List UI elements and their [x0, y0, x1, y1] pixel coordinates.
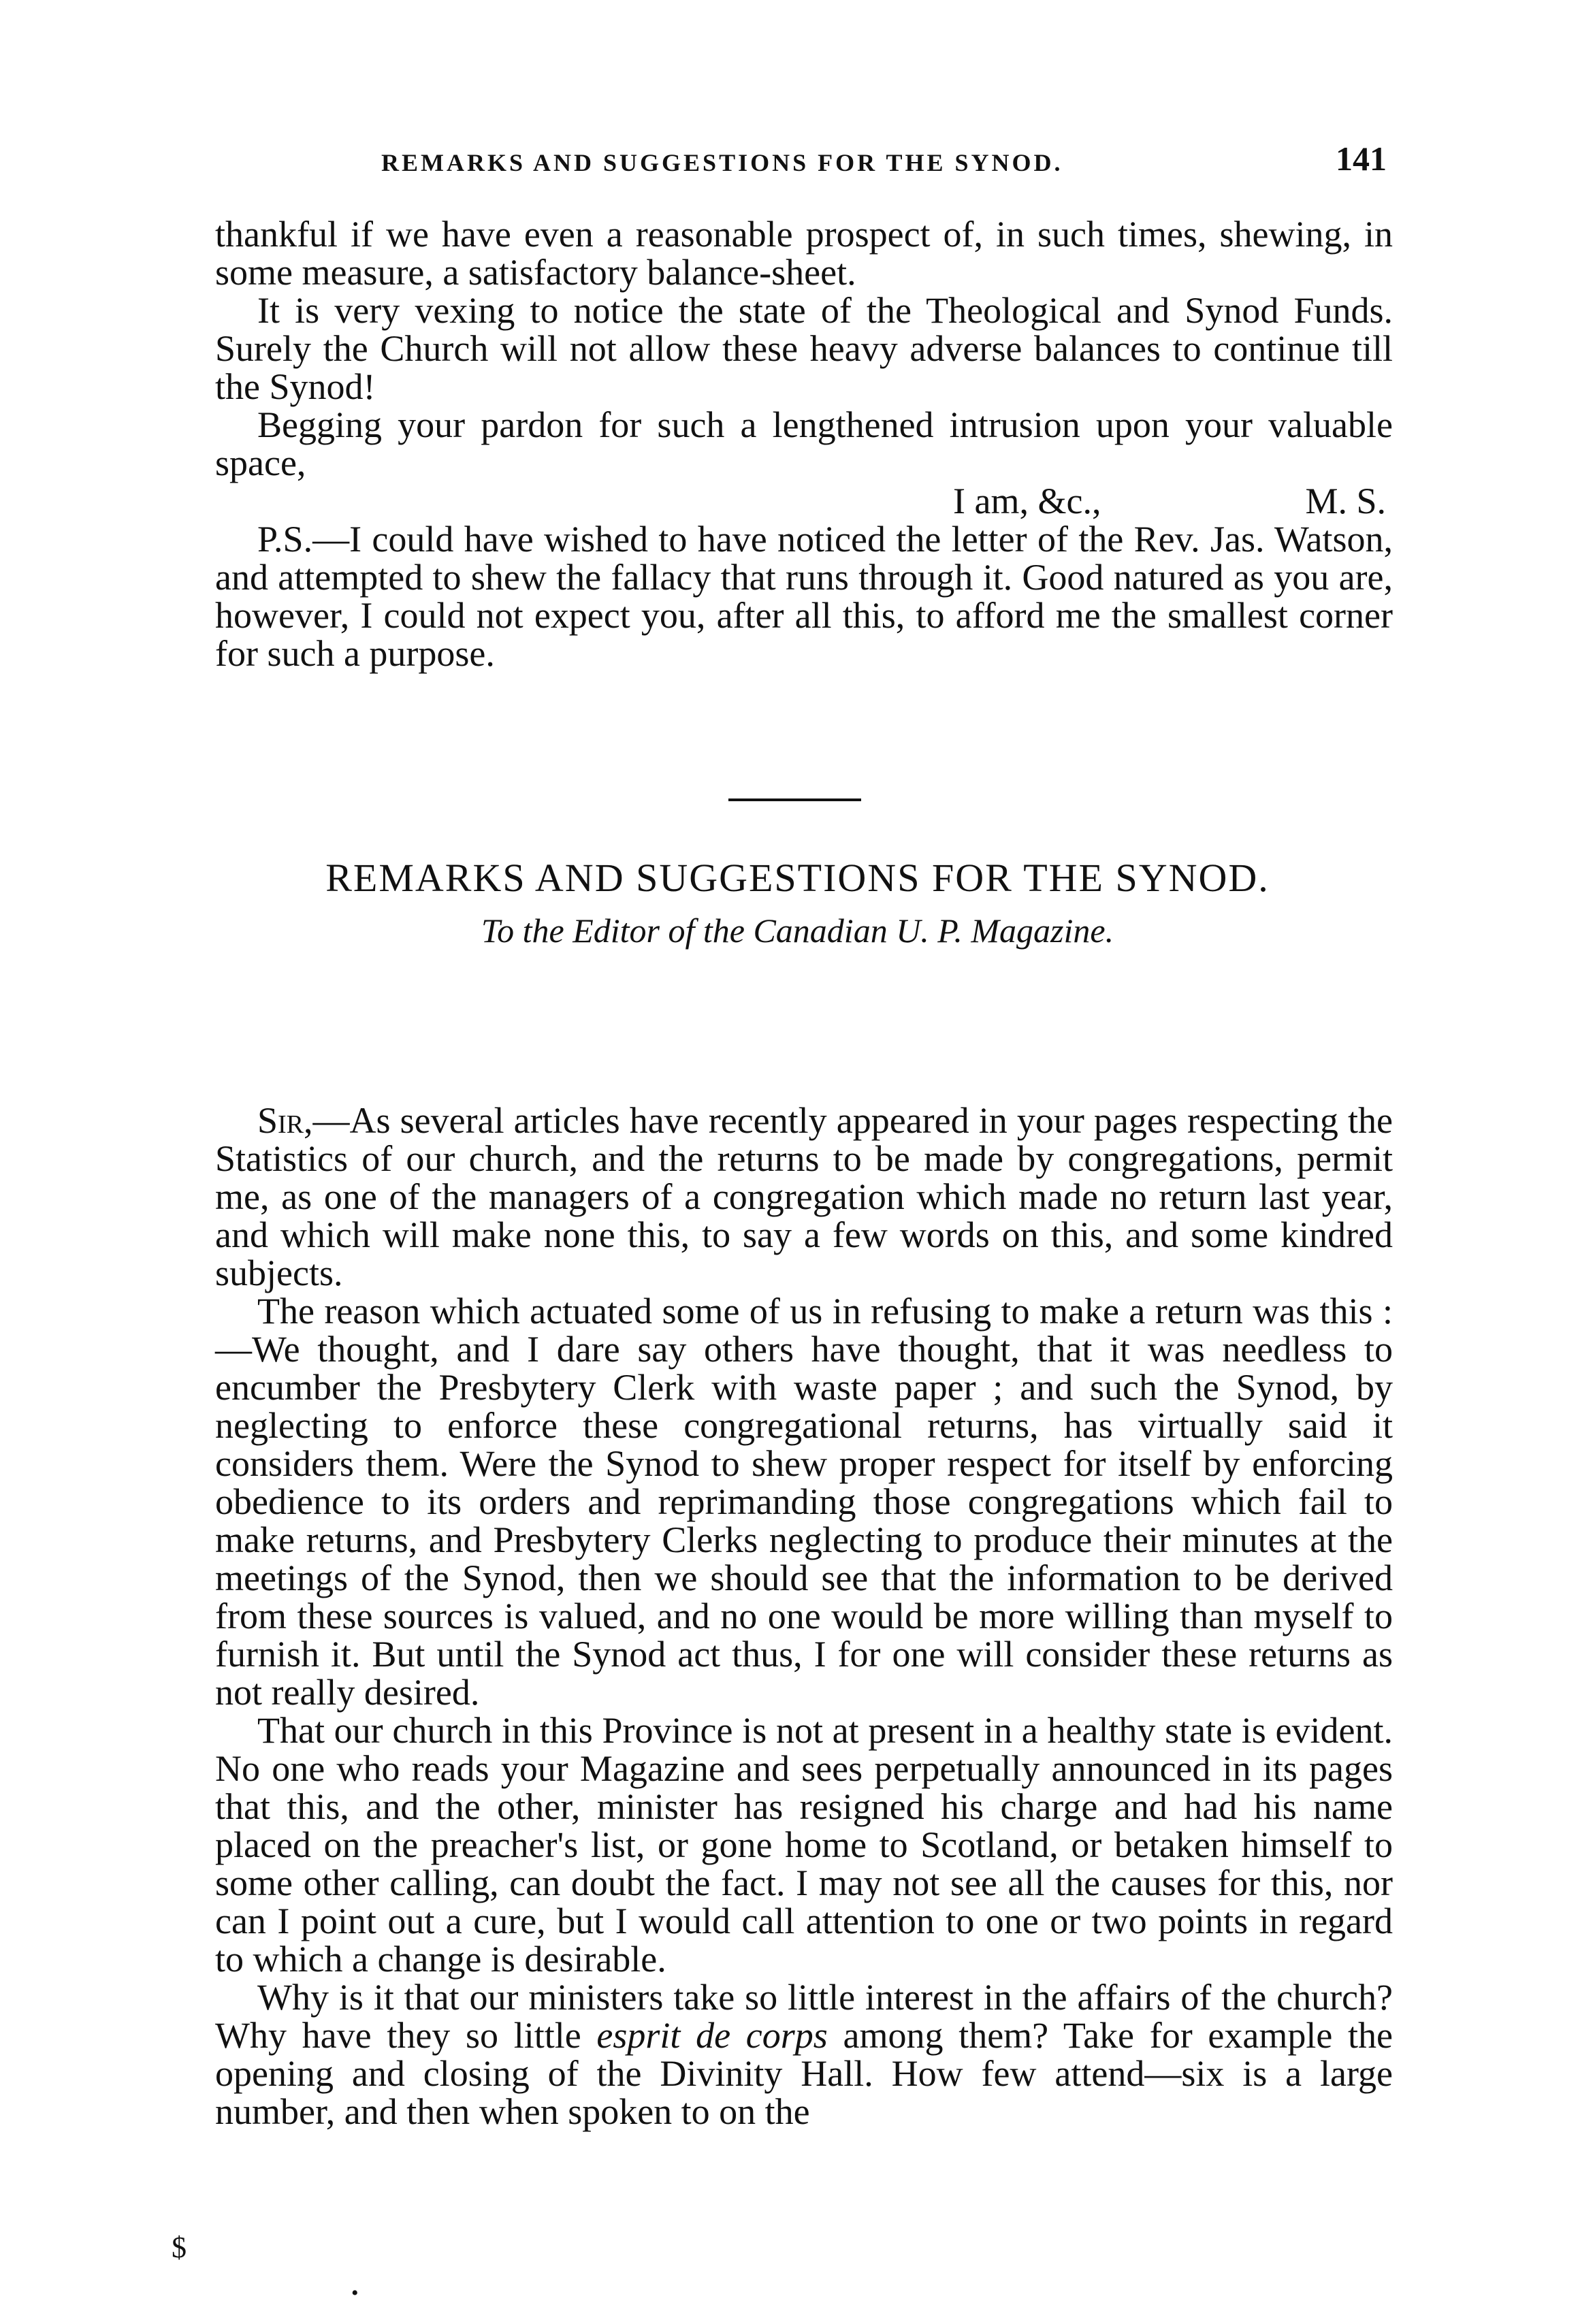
paragraph: thankful if we have even a reasonable prospect of, in such times, shewing, in some measure, a satisfactory balance-sheet. — [215, 214, 1393, 293]
section-divider — [728, 798, 861, 801]
paragraph — [215, 1978, 1393, 2131]
paragraph-text: Why is it that our ministers take so little interest in the affairs of the church? Why have they so little — [215, 1977, 1393, 2056]
signature-line — [215, 482, 1393, 520]
paragraph: Begging your pardon for such a lengthened intrusion upon your valuable space, — [215, 404, 1393, 483]
postscript: P.S.—I could have wished to have noticed the letter of the Rev. Jas. Watson, and attempted to shew the fallacy that runs through it. Good natured as you are, however, I could not expect you, after all this, to afford me the smallest corner for such a purpose. — [215, 519, 1393, 674]
article-title: REMARKS AND SUGGESTIONS FOR THE SYNOD. — [325, 856, 1270, 900]
margin-dot: • — [351, 2282, 359, 2304]
italic-phrase: esprit de corps — [596, 2015, 828, 2056]
previous-letter-end — [215, 215, 1393, 673]
signature-initials: M. S. — [1305, 481, 1386, 521]
page-number: 141 — [1336, 140, 1387, 178]
article-body — [215, 1101, 1393, 2131]
salutation: Sir, — [257, 1100, 313, 1141]
article-subtitle: To the Editor of the Canadian U. P. Magazine. — [481, 911, 1114, 950]
paragraph: The reason which actuated some of us in refusing to make a return was this :—We thought, and I dare say others have thought, that it was needless to encumber the Presbytery Clerk with waste paper ; and such the Synod, by neglecting to enforce these congregational returns, has virtually said it considers them. Were the Synod to shew proper respect for itself by enforcing obedience to its orders and reprimanding those congregations which fail to make returns, and Presbytery Clerks neglecting to produce their minutes at the meetings of the Synod, then we should see that the information to be derived from these sources is valued, and no one would be more willing than myself to furnish it. But until the Synod act thus, I for one will consider these returns as not really desired. — [215, 1291, 1393, 1713]
paragraph: It is very vexing to notice the state of the Theological and Synod Funds. Surely the Church will not allow these heavy adverse balances to continue till the Synod! — [215, 290, 1393, 407]
closing-text: I am, &c., — [953, 481, 1101, 521]
running-head: REMARKS AND SUGGESTIONS FOR THE SYNOD. — [381, 149, 1063, 176]
margin-mark: $ — [172, 2231, 187, 2264]
paragraph — [215, 1101, 1393, 1292]
paragraph-text: —As several articles have recently appeared in your pages respecting the Statistics of our church, and the returns to be made by congregations, permit me, as one of the managers of a congregation which made no return last year, and which will make none this, to say a few words on this, and some kindred subjects. — [215, 1100, 1393, 1293]
paragraph: That our church in this Province is not at present in a healthy state is evident. No one who reads your Magazine and sees perpetually announced in its pages that this, and the other, minister has resigned his charge and had his name placed on the preacher's list, or gone home to Scotland, or betaken himself to some other calling, can doubt the fact. I may not see all the causes for this, nor can I point out a cure, but I would call attention to one or two points in regard to which a change is desirable. — [215, 1710, 1393, 1980]
paragraph-text: among them? Take for example the opening and closing of the Divinity Hall. How few attend—six is a large number, and then when spoken to on the — [215, 2015, 1393, 2132]
